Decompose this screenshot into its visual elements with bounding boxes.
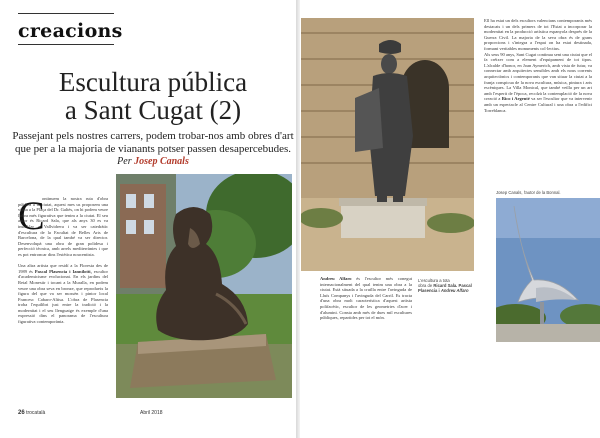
caption-1-credit: Andreu Alfaro xyxy=(440,288,469,294)
body-col4-text-b: Als seus 90 anys, Sant Cugat continua sent una ciutat que el fa créixer com a element d'equipament de tot tipus. L'alcalde d'honor, en Joan Aymerich, amb vista de futur, va connectar amb arquitectes sensibles amb els nous corrents arquitectònics i contemporanis que van situar la ciutat a la franja conspicua de la nova escultura, música, pintura i arts escèniques. La Villa Montcal, que també vetlla per un art amb l'esperit de l'època, recolzà la contemplació de la nova creació a xyxy=(484,51,592,102)
body-column-4 xyxy=(484,18,592,186)
caption-sculptures xyxy=(418,278,476,294)
caption-1-name: Ricard Sala. xyxy=(433,283,458,289)
drop-cap: C xyxy=(18,193,45,238)
body-col1-text: ontinuem la nostra ruta d'obra pública a la ciutat, aquest mes us proposem una visita a la Plaça del Dr. Galtés, on hi podem veure l'obra més figurativa que tenim a la ciutat. El seu autor és Ricard Sala, que als anys 30 es va instal·lar a Vallvidrera i va ser catedràtic d'escultura de la Facultat de Belles Arts de Barcelona, de la qual també va ser director. Desenvolupà una obra de gran polidesa i perfecció tècnica, amb arrels mediterrànies i que es pot entroncar dins l'estètica noucentista. xyxy=(18,196,108,257)
body-col3-name: Andreu Alfaro xyxy=(320,276,352,281)
caption-1-plasencia: Plasencia i xyxy=(418,288,440,294)
article-byline xyxy=(12,156,294,167)
right-page xyxy=(300,0,600,438)
photo-standing-figure-sculpture xyxy=(301,18,474,271)
caption-1-obra: obra de xyxy=(418,283,433,289)
body-col2-name: Pascal Plasencia i Iannilotti, xyxy=(34,268,92,274)
body-col3-text: és l'escultor més conegut internacionalment del qual tenim una obra a la ciutat. Està situada a la cruïlla entre l'avinguda de Lluís Companys i l'avinguda del Carril. Es tracta d'una obra molt característica d'aquest artista polifacètic, escultor de les geometries d'acer i d'alumini. Consta amb més de dues mil escultures públiques, repartides per tot el món. xyxy=(320,276,412,321)
magazine-name: trocatalà xyxy=(26,410,46,416)
standing-figure-illustration xyxy=(301,18,474,271)
title-line-2: a Sant Cugat (2) xyxy=(64,95,242,125)
author-name: Josep Canals xyxy=(134,156,189,167)
body-col2-text-a: Una altra artista que residí a la Floresta des de 1989 és xyxy=(18,263,108,274)
article-lead: Passejant pels nostres carrers, podem trobar-nos amb obres d'art que per a la majoria de vianants potser passen desapercebudes. xyxy=(12,130,294,155)
footer-left xyxy=(18,410,45,416)
body-column-3 xyxy=(320,276,412,346)
photo-seated-figure-sculpture xyxy=(116,174,292,398)
caption-alfaro: Josep Canals, l'autor de la Bonnal. xyxy=(496,190,561,195)
abstract-sculpture-illustration xyxy=(496,198,600,342)
page-number: 26 xyxy=(18,410,25,416)
byline-prefix: Per xyxy=(117,156,132,167)
body-col4-text-a: Ell ha estat un dels escultors valencians contemporanis més destacats i un dels primers de tot l'Estat a incorporar la modernitat en la producció artística espanyola després de la Guerra Civil. La majoria de la seva obra és de grans proporcions i s'integra a l'espai on ha estat destinada, formant veritables monuments col·lectius. xyxy=(484,18,592,51)
body-column-1 xyxy=(18,193,108,406)
caption-1-title: L'escultura a tota xyxy=(418,278,450,283)
body-col4-name: Rico i Argenté xyxy=(501,96,530,102)
section-rule-bottom xyxy=(18,44,114,45)
article-title xyxy=(18,68,288,124)
body-col4-text-c: va ser l'escultor que va intervenir amb un espectacle al Centre Cultural i una obra a l'edifici Torreblanca. xyxy=(484,96,592,113)
photo-abstract-steel-sculpture xyxy=(496,198,600,342)
section-label: creacions xyxy=(18,20,123,42)
left-page xyxy=(0,0,296,438)
caption-1-line3 xyxy=(418,288,476,293)
section-rule-top xyxy=(18,13,114,14)
body-col2-text-b: escultor d'academicisme evolucionat. En els jardins del Reial Monestir i tocant a la Muralla, en podem veure una obra seva en bronze, que reprodueix la figura del que va ser mossèn i pintor local Francesc Cabaro-Altisa. L'obra de Plasencia troba l'equilibri just entre la tradició i la modernitat i el seu llenguatge és exemple d'una expressió dins el panorama de l'escultura figurativa contemporània. xyxy=(18,268,108,325)
title-line-1: Escultura pública xyxy=(58,67,248,97)
seated-figure-illustration xyxy=(116,174,292,398)
caption-1-name2: Pascal xyxy=(458,283,472,289)
footer-date: Abril 2018 xyxy=(140,410,163,416)
